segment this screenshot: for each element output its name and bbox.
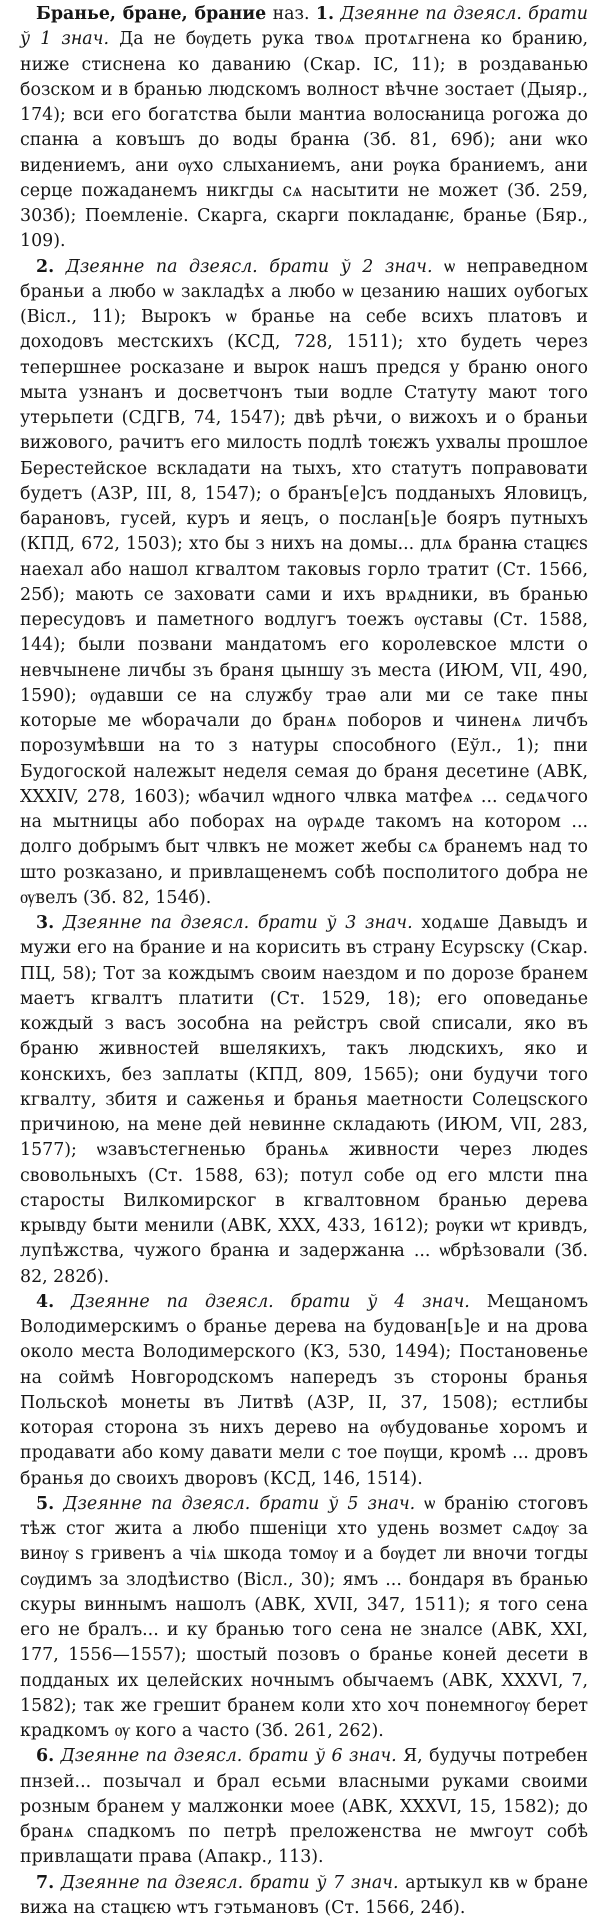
sense-definition: Дзеянне па дзеясл. брати ў 4 знач. [71,1292,470,1312]
sense-number: 4. [36,1292,54,1312]
dictionary-entry-sense-5 [20,1492,588,1745]
sense-citations: Мещаномъ Володимерскимъ о бранье дерева на будован[ь]е и на дрова около места Володимерского (КЗ, 530, 1494); Постановенье на соймѣ Новгородскомъ напередъ зъ стороны бранья Польскоѣ монеты въ Литвѣ (АЗР, II, 37, 1508); естлибы которая сторона зъ нихъ дерево на ѹбудованье хоромъ и продавати або кому давати мели с тое пѹщи, кромѣ ... дровъ бранья до своихъ дворовъ (КСД, 146, 1514). [20,1292,588,1489]
sense-definition: Дзеянне па дзеясл. брати ў 2 знач. [66,257,433,277]
part-of-speech: наз. [273,4,310,24]
dictionary-entry-sense-1 [20,2,588,255]
sense-definition: Дзеянне па дзеясл. брати ў 1 знач. [20,4,588,49]
dictionary-entry-sense-7 [20,1871,588,1921]
sense-definition: Дзеянне па дзеясл. брати ў 3 знач. [63,913,413,933]
sense-number: 3. [36,913,54,933]
sense-number: 6. [36,1746,54,1766]
entry-headword: Бранье, бране, брание [36,4,266,24]
sense-number: 1. [316,4,334,24]
sense-number: 7. [36,1873,54,1893]
sense-citations: Я, будучы потребен пнзей... позычал и брал есьми власными руками своими розным бранем у малжонки моее (АВК, XXXVI, 15, 1582); до бранѧ спадкомъ по петрѣ преложенства не мѡгоут собѣ привлащати права (Апакр., 113). [20,1746,588,1867]
sense-definition: Дзеянне па дзеясл. брати ў 5 знач. [63,1494,415,1514]
sense-citations: ѡ бранію стоговъ тѣж стог жита а любо пшеніци хто удень возмет сѧдѹ за винѹ ѕ гривенъ а чіѧ шкода томѹ и а бѹдет ли вночи тогды сѹдимъ за злодѣиство (Вісл., 30); ямъ ... бондаря въ бранью скуры виннымъ нашолъ (АВК, XVII, 347, 1511); я того сена его не бралъ... и ку бранью того сена не зналсе (АВК, XXI, 177, 1556—1557); шостый позовъ о бранье коней десети в подданых их целейских ночнымъ обычаемъ (АВК, XXXVI, 7, 1582); так же грешит бранем коли хто хоч понемногѹ берет крадкомъ ѹ кого а часто (Зб. 261, 262). [20,1494,588,1741]
dictionary-entry-sense-4 [20,1290,588,1492]
dictionary-entry-sense-2 [20,255,588,912]
sense-definition: Дзеянне па дзеясл. брати ў 7 знач. [61,1873,399,1893]
sense-citations: артыкул кв ѡ бране вижа на стацѥю ѡтъ гэтьмановъ (Ст. 1566, 24б). [20,1873,588,1918]
sense-citations: ѡ неправедном браньи а любо ѡ закладѣх а любо ѡ цезанию наших оубогых (Вісл., 11); Вырокъ ѡ бранье на себе всихъ платовъ и доходовъ местскихъ (КСД, 728, 1511); хто будеть через тепершнее росказане и вырок нашъ предся у браню оного мыта узнанъ и досветчонъ тыи водле Статуту мают того утерьпети (СДГВ, 74, 1547); двѣ рѣчи, о вижохъ и о браньи вижового, рачитъ его милость подлѣ тоѥжъ ухвалы прошлое Берестейское вскладати на тыхъ, хто статутъ поправовати будетъ (АЗР, III, 8, 1547); о бранъ[е]съ подданыхъ Яловицъ, барановъ, гусей, куръ и яецъ, о послан[ь]е бояръ путныхъ (КПД, 672, 1503); хто бы з нихъ на домы... длѧ бранꙗ стацѥѕ наехал або нашол кгвалтом таковыѕ горло тратит (Ст. 1566, 25б); мають се заховати сами и ихъ врѧдники, въ бранью пересудовъ и паметного водлугъ тоежъ ѹставы (Ст. 1588, 144); были позвани мандатомъ его королевское млсти о невчынене личбы зъ браня цыншу зъ места (ИЮМ, VII, 490, 1590); ѹдавши се на службу траѳ али ми се таке пны которые ме ѡборачали до бранѧ поборов и чиненѧ личбъ порозумѣвши на то з натуры способного (Еўл., 1); пни Будогоской належыт неделя семая до браня десетине (АВК, XXXIV, 278, 1603); ѡбачил ѡдного члвка матфеѧ ... седѧчого на мытницы або поборах на ѹрѧде такомъ на котором ... долго добрымъ быт члвкъ не может жебы сѧ бранемъ над то што розказано, и привлащенемъ собѣ посполитого добра не ѹвелъ (Зб. 82, 154б). [20,257,588,908]
sense-number: 2. [36,257,54,277]
sense-citations: Да не бѹдеть рука твоѧ протѧгнена ко бранию, ниже стиснена ко даванию (Скар. ІС, 11); в роздаванью бозском и в бранью людскомъ волност вѣчне зостает (Дыяр., 174); вси его богатства были мантиа волосꙗница рогожа до спанꙗ а ковъшъ до воды бранꙗ (Зб. 81, 69б); ани ѡко видениемъ, ани ѹхо слыханиемъ, ани рѹка браниемъ, ани серце пожаданемъ никгды сѧ насытити не может (Зб. 259, 303б); Поемленіе. Скарга, скарги покладанѥ, бранье (Бяр., 109). [20,29,588,251]
sense-citations: ходѧше Давыдъ и мужи его на брание и на корисить въ страну Есурѕску (Скар. ПЦ, 58); Тот за кождымъ своим наездом и по дорозе бранем маетъ кгвалтъ платити (Ст. 1529, 18); его оповеданье кождый з васъ зособна на рейстръ свой списали, яко въ браню живностей вшелякихъ, такъ людскихъ, яко и конскихъ, без заплаты (КПД, 809, 1565); они будучи того кгвалту, збитя и саженья и бранья маетности Солецѕского причиною, на мене дей невинне складають (ИЮМ, VII, 283, 1577); ѡзавъстегненью браньѧ живности через людеѕ свовольныхъ (Ст. 1588, 63); потул собе од его млсти пна старосты Вилкомирског в кгвалтовном бранью дерева крывду быти менили (АВК, XXX, 433, 1612); рѹки ѡт кривдъ, лупѣжства, чужого бранꙗ и задержанꙗ ... ѡбрѣзовали (Зб. 82, 282б). [20,913,588,1287]
dictionary-entry-sense-3 [20,911,588,1290]
dictionary-entry-sense-6 [20,1744,588,1870]
sense-number: 5. [36,1494,54,1514]
sense-definition: Дзеянне па дзеясл. брати ў 6 знач. [61,1746,397,1766]
